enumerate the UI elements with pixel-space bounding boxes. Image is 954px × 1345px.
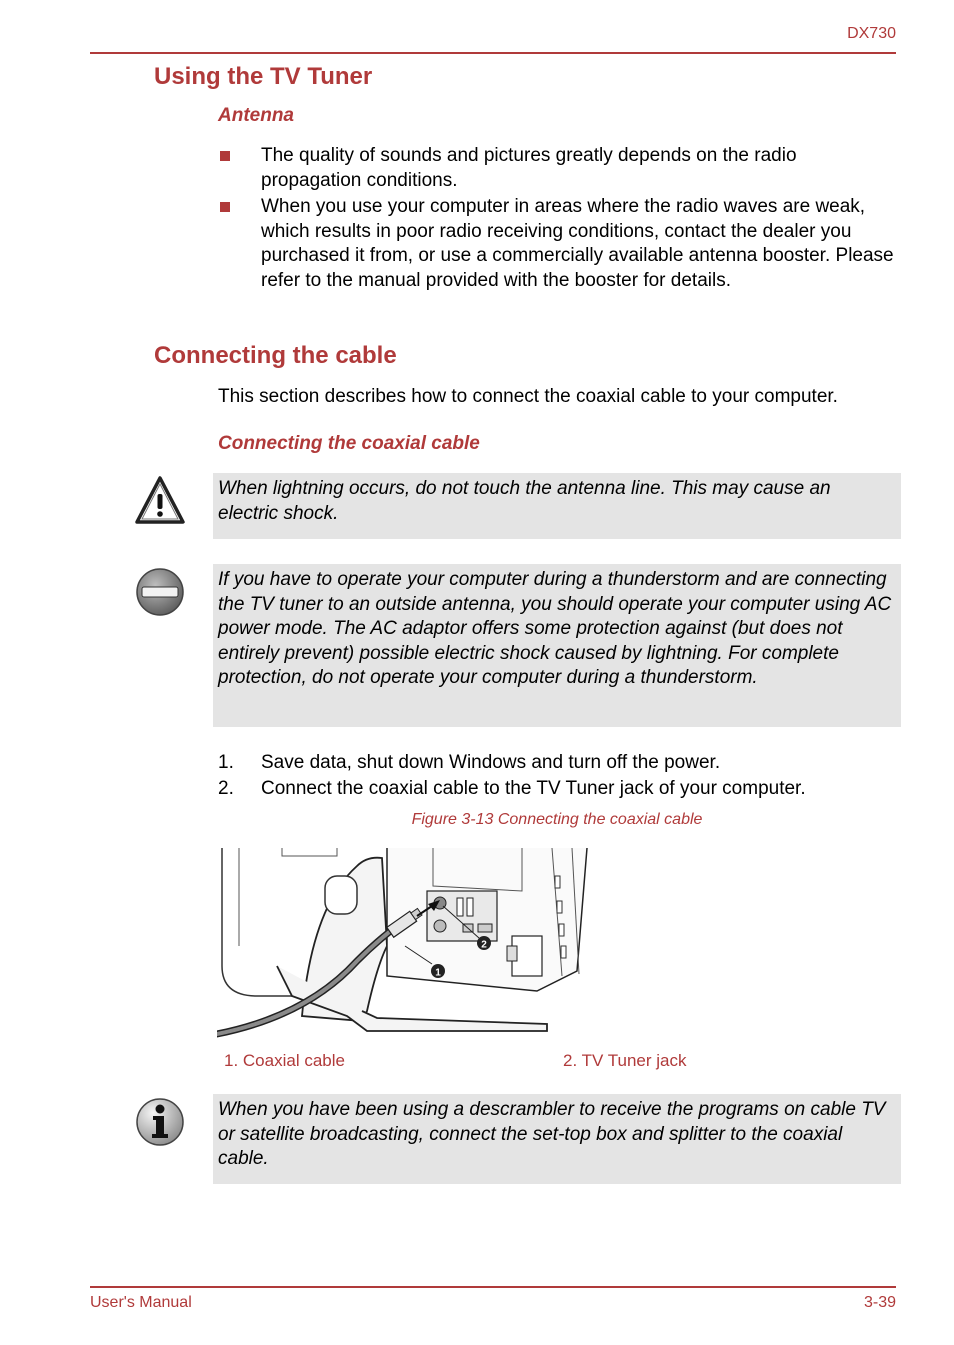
warning-icon xyxy=(134,474,186,528)
step-number: 1. xyxy=(218,752,234,773)
bullet-marker xyxy=(220,151,230,161)
model-name: DX730 xyxy=(847,25,896,42)
bullet-item-1: The quality of sounds and pictures greatly depends on the radio propagation conditions. xyxy=(261,145,797,191)
figure-caption: Figure 3-13 Connecting the coaxial cable xyxy=(411,811,703,828)
step-text: Connect the coaxial cable to the TV Tuner jack of your computer. xyxy=(261,778,806,799)
coaxial-cable-illustration xyxy=(217,846,592,1038)
caution-note-box xyxy=(213,564,901,727)
caution-icon xyxy=(134,566,186,618)
caution-note-text: If you have to operate your computer during a thunderstorm and are connecting the TV tuner to an outside antenna, you should operate your computer using AC power mode. The AC adaptor offers some protection against (but does not entirely prevent) possible electric shock caused by lightning. For complete protection, do not operate your computer during a thunderstorm. xyxy=(218,569,892,688)
step-text: Save data, shut down Windows and turn off the power. xyxy=(261,752,721,773)
figure-label-coaxial-cable: 1. Coaxial cable xyxy=(224,1051,345,1070)
section-intro: This section describes how to connect the coaxial cable to your computer. xyxy=(218,386,838,407)
callout-2: 2 xyxy=(481,939,487,951)
bullet-marker xyxy=(220,202,230,212)
bullet-item-2: When you use your computer in areas where the radio waves are weak, which results in poor radio receiving conditions, contact the dealer you purchased it from, or use a commercially available antenna booster. Please refer to the manual provided with the booster for details. xyxy=(261,196,894,291)
header-rule xyxy=(90,52,896,54)
info-icon xyxy=(134,1096,186,1148)
info-note-text: When you have been using a descrambler to receive the programs on cable TV or satellite broadcasting, connect the set-top box and splitter to the coaxial cable. xyxy=(218,1099,886,1169)
subtitle-antenna: Antenna xyxy=(218,105,294,126)
section-title-tv-tuner: Using the TV Tuner xyxy=(154,63,373,90)
section-title-connecting-cable: Connecting the cable xyxy=(154,342,397,369)
step-number: 2. xyxy=(218,778,234,799)
footer-rule xyxy=(90,1286,896,1288)
footer-manual-title: User's Manual xyxy=(90,1294,192,1311)
subtitle-coaxial: Connecting the coaxial cable xyxy=(218,433,480,454)
warning-note-box xyxy=(213,473,901,539)
footer-page-number: 3-39 xyxy=(863,1294,896,1311)
figure-label-tv-tuner-jack: 2. TV Tuner jack xyxy=(563,1051,687,1070)
info-note-box xyxy=(213,1094,901,1184)
warning-note-text: When lightning occurs, do not touch the antenna line. This may cause an electric shock. xyxy=(218,478,831,524)
callout-1: 1 xyxy=(435,967,441,979)
